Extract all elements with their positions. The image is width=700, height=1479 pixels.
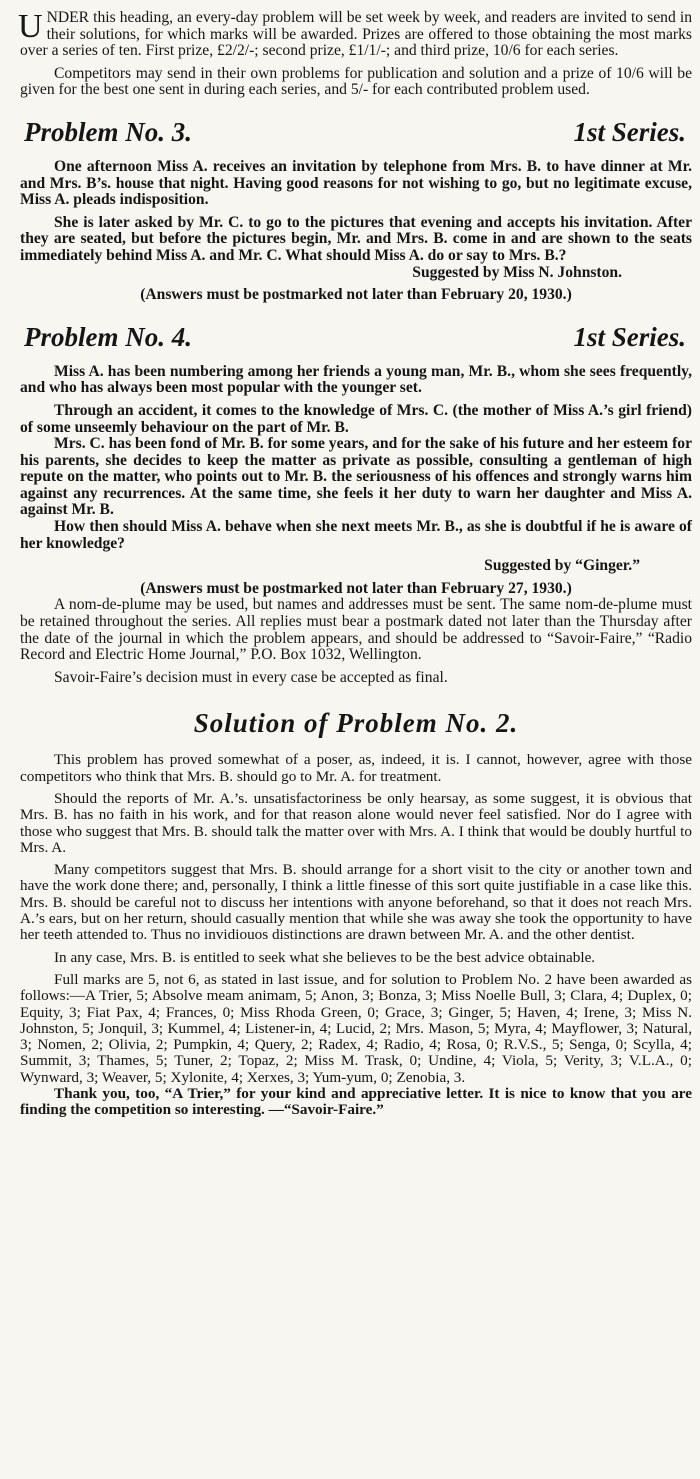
- problem-4-paragraph-4: How then should Miss A. behave when she next meets Mr. B., as she is doubtful if he is aware of her knowledge?: [20, 518, 692, 552]
- problem-3-paragraph-2: She is later asked by Mr. C. to go to the pictures that evening and accepts his invitation. After they are seated, but before the pictures begin, Mr. and Mrs. B. come in and are shown to the seats immediately behind Miss A. and Mr. C. What should Miss A. do or say to Mrs. B.?: [20, 213, 692, 264]
- problem-4-title: Problem No. 4.: [24, 321, 192, 352]
- problem-3-section: [20, 117, 692, 304]
- problem-4-suggested-by: Suggested by “Ginger.”: [484, 557, 640, 575]
- problem-3-heading: [24, 117, 692, 147]
- problem-4-final-note: Savoir-Faire’s decision must in every case be accepted as final.: [54, 668, 448, 686]
- problem-4-paragraph-1: Miss A. has been numbering among her friends a young man, Mr. B., whom she sees frequently, and who has always been most popular with the younger set.: [20, 362, 692, 397]
- problem-4-series: 1st Series.: [573, 321, 686, 352]
- solution-title: Solution of Problem No. 2.: [193, 708, 519, 739]
- problem-3-title: Problem No. 3.: [24, 116, 192, 147]
- solution-section: [20, 708, 692, 1118]
- intro-section: [20, 10, 692, 99]
- intro-paragraph-1: [20, 10, 692, 60]
- drop-cap: U: [18, 8, 43, 45]
- problem-4-paragraph-3: Mrs. C. has been fond of Mr. B. for some years, and for the sake of his future and her esteem for his parents, she decides to keep the matter as private as possible, consulting a gentleman of high repute on the matter, who points out to Mr. B. the seriousness of his offences and strongly warns him against any recurrences. At the same time, she feels it her duty to warn her daughter and Miss A. against Mr. B.: [20, 435, 692, 519]
- solution-paragraph-1: This problem has proved somewhat of a poser, as, indeed, it is. I cannot, however, agree with those competitors who think that Mrs. B. should go to Mr. A. for treatment.: [20, 751, 692, 785]
- problem-3-suggested-by: Suggested by Miss N. Johnston.: [412, 263, 622, 281]
- problem-4-rules: A nom-de-plume may be used, but names and addresses must be sent. The same nom-de-plume must be retained throughout the series. All replies must bear a postmark dated not later than the Thursday after the date of the journal in which the problem appears, and should be addressed to “Savoir-Faire,” “Radio Record and Electric Home Journal,” P.O. Box 1032, Wellington.: [20, 596, 692, 664]
- problem-3-paragraph-1: One afternoon Miss A. receives an invitation by telephone from Mrs. B. to have dinner at Mr. and Mrs. B’s. house that night. Having good reasons for not wishing to go, but no legitimate excuse, Miss A. pleads indisposition.: [20, 157, 692, 209]
- solution-paragraph-4: In any case, Mrs. B. is entitled to seek what she believes to be the best advice obtainable.: [54, 948, 596, 966]
- problem-4-deadline: (Answers must be postmarked not later than February 27, 1930.): [140, 579, 572, 597]
- problem-3-deadline: (Answers must be postmarked not later than February 20, 1930.): [140, 286, 572, 304]
- problem-3-series: 1st Series.: [573, 116, 686, 147]
- intro-text-1: NDER this heading, an every-day problem will be set week by week, and readers are invited to send in their solutions, for which marks will be awarded. Prizes are offered to those obtaining the most marks over a series of ten. First prize, £2/2/-; second prize, £1/1/-; and third prize, 10/6 for each series.: [20, 9, 692, 60]
- solution-closing: Thank you, too, “A Trier,” for your kind and appreciative letter. It is nice to know that you are finding the competition so interesting. —“Savoir-Faire.”: [20, 1085, 692, 1119]
- solution-marks-list: Full marks are 5, not 6, as stated in last issue, and for solution to Problem No. 2 have been awarded as follows:—A Trier, 5; Absolve meam animam, 5; Anon, 3; Bonza, 3; Miss Noelle Bull, 3; Clara, 4; Duplex, 0; Equity, 3; Fiat Pax, 4; Frances, 0; Miss Rhoda Green, 0; Grace, 3; Ginger, 5; Haven, 4; Irene, 3; Miss N. Johnston, 5; Jonquil, 3; Kummel, 4; Listener-in, 4; Lucid, 2; Mrs. Mason, 5; Myra, 4; Mayflower, 3; Natural, 3; Nomen, 2; Olivia, 2; Pumpkin, 4; Query, 2; Radex, 4; Radio, 4; Rosa, 0; R.V.S., 5; Senga, 0; Scylla, 4; Summit, 3; Thames, 5; Tuner, 2; Topaz, 2; Miss M. Trask, 0; Undine, 4; Viola, 5; Verity, 3; V.L.A., 0; Wynward, 3; Weaver, 5; Xylonite, 4; Xerxes, 3; Yum-yum, 0; Zenobia, 3.: [20, 970, 692, 1086]
- intro-paragraph-2: Competitors may send in their own problems for publication and solution and a prize of 10/6 will be given for the best one sent in during each series, and 5/- for each contributed problem used.: [20, 64, 692, 99]
- solution-paragraph-2: Should the reports of Mr. A.’s. unsatisfactoriness be only hearsay, as some suggest, it is obvious that Mrs. B. has no faith in his work, and for that reason alone would never feel satisfied. Nor do I agree with those who suggest that Mrs. B. should talk the matter over with Mrs. A. I think that would be doubly hurtful to Mrs. A.: [20, 790, 692, 856]
- problem-4-section: [20, 322, 692, 687]
- problem-4-heading: [24, 322, 692, 352]
- problem-4-paragraph-2: Through an accident, it comes to the knowledge of Mrs. C. (the mother of Miss A.’s girl friend) of some unseemly behaviour on the part of Mr. B.: [20, 401, 692, 436]
- solution-paragraph-3: Many competitors suggest that Mrs. B. should arrange for a short visit to the city or another town and have the work done there; and, personally, I think a little finesse of this sort quite justifiable in a case like this. Mrs. B. should be careful not to discuss her intentions with anyone beforehand, so that it does not reach Mrs. A.’s ears, but on her return, should casually mention that while she was away she took the opportunity to have her teeth attended to. Thus no invidiouos distinctions are drawn between Mr. A. and the other dentist.: [20, 861, 692, 944]
